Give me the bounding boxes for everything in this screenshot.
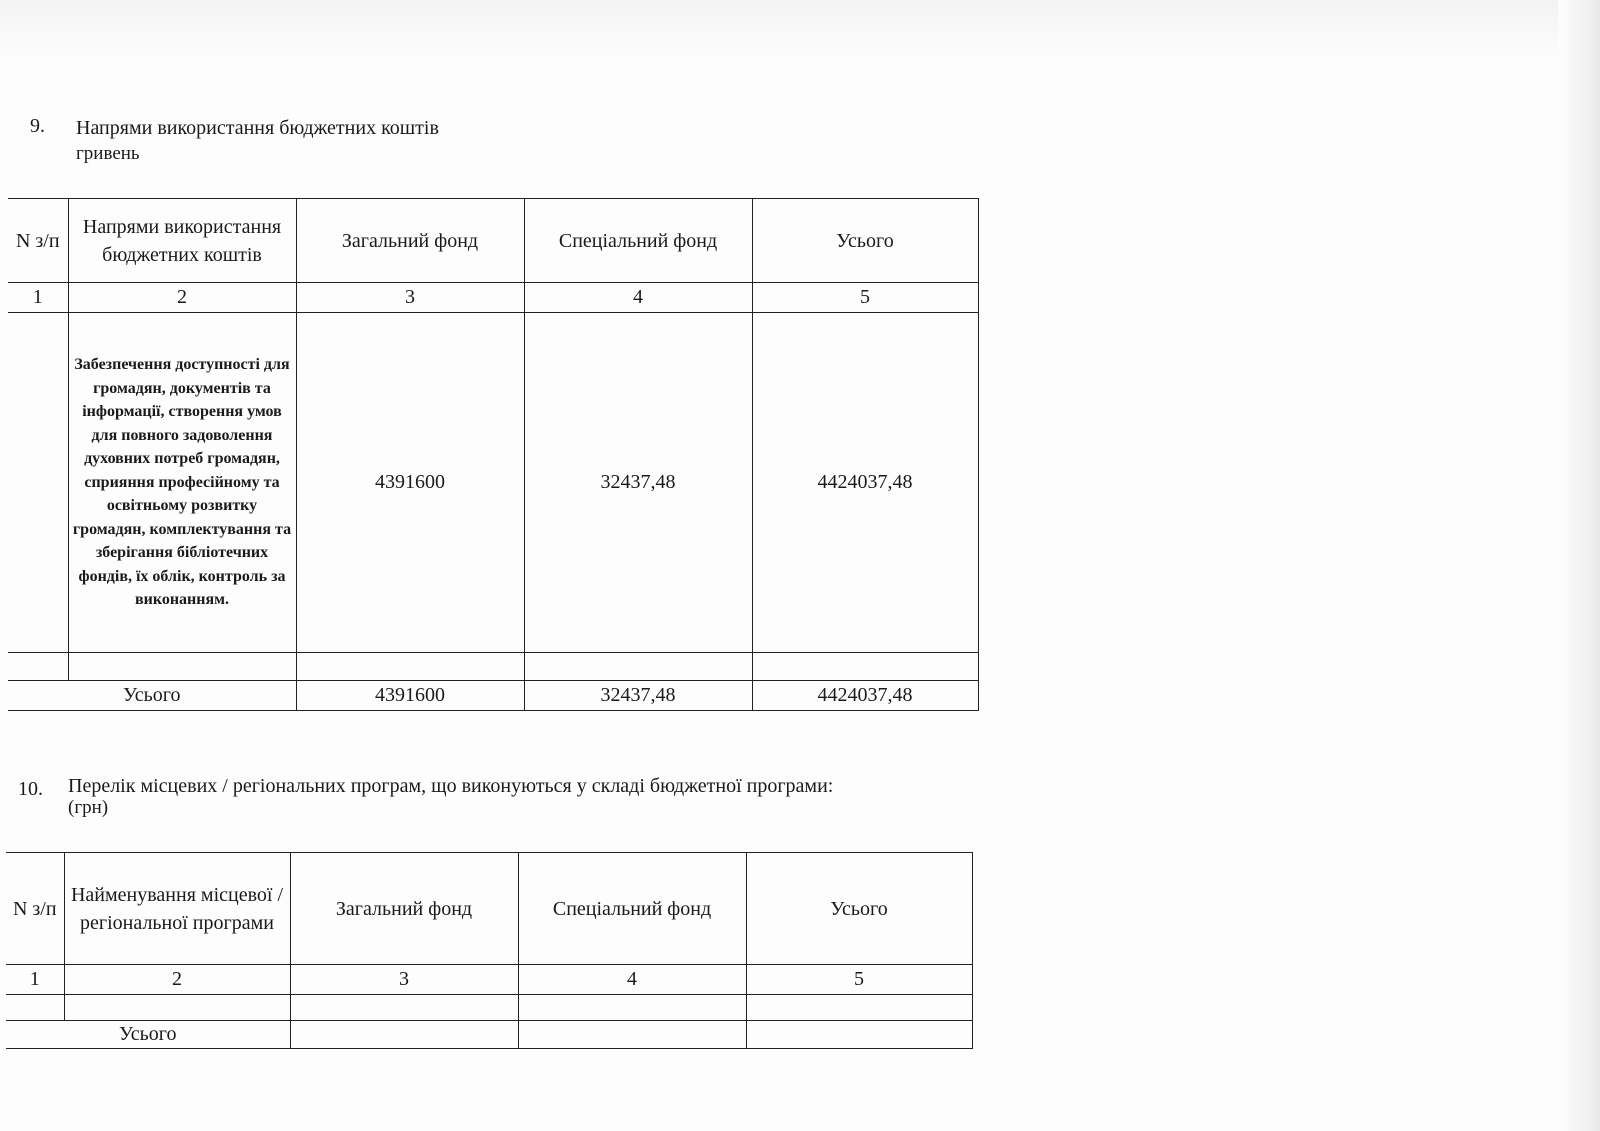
column-number-row (8, 283, 978, 313)
empty-cell (290, 995, 518, 1021)
col-header-direction: Напрями використання бюджетних коштів (68, 199, 296, 283)
col-number: 5 (746, 965, 972, 995)
empty-cell (746, 995, 972, 1021)
col-number: 1 (8, 283, 68, 313)
scan-top-shadow (0, 0, 1600, 60)
empty-cell (6, 995, 64, 1021)
col-number: 4 (518, 965, 746, 995)
direction-description-cell: Забезпечення доступності для громадян, документів та інформації, створення умов для повного задоволення духовних потреб громадян, сприяння професійному та освітньому розвитку громадян, комплектування та зберігання бібліотечних фондів, їх облік, контроль за виконанням. (68, 313, 296, 653)
empty-cell (752, 653, 978, 681)
col-header-special-fund: Спеціальний фонд (518, 853, 746, 965)
col-number: 2 (64, 965, 290, 995)
col-header-program-name: Найменування місцевої / регіональної програми (64, 853, 290, 965)
col-number: 2 (68, 283, 296, 313)
scan-edge-shadow (1558, 0, 1600, 1131)
col-number: 3 (290, 965, 518, 995)
empty-cell (524, 653, 752, 681)
section-9-unit: гривень (76, 143, 140, 164)
budget-directions-table (8, 198, 979, 711)
empty-cell (296, 653, 524, 681)
empty-cell (518, 995, 746, 1021)
table-row (8, 313, 978, 653)
total-row (6, 1021, 972, 1049)
col-header-total: Усього (752, 199, 978, 283)
col-header-general-fund: Загальний фонд (296, 199, 524, 283)
empty-cell (64, 995, 290, 1021)
col-number: 4 (524, 283, 752, 313)
column-number-row (6, 965, 972, 995)
total-special-fund: 32437,48 (524, 681, 752, 711)
section-9-number: 9. (30, 115, 45, 137)
empty-cell (746, 1021, 972, 1049)
col-header-general-fund: Загальний фонд (290, 853, 518, 965)
col-header-num: N з/п (6, 853, 64, 965)
section-10-unit: (грн) (68, 797, 109, 818)
general-fund-cell: 4391600 (296, 313, 524, 653)
total-label: Усього (6, 1021, 290, 1049)
empty-row (6, 995, 972, 1021)
table-header-row (6, 853, 972, 965)
col-header-special-fund: Спеціальний фонд (524, 199, 752, 283)
special-fund-cell: 32437,48 (524, 313, 752, 653)
col-number: 5 (752, 283, 978, 313)
empty-cell (290, 1021, 518, 1049)
total-total: 4424037,48 (752, 681, 978, 711)
section-9-title: Напрями використання бюджетних коштів (76, 117, 439, 139)
row-num-cell (8, 313, 68, 653)
regional-programs-table (6, 852, 973, 1049)
section-10-number: 10. (18, 778, 43, 800)
total-label: Усього (8, 681, 296, 711)
table-header-row (8, 199, 978, 283)
col-header-total: Усього (746, 853, 972, 965)
total-general-fund: 4391600 (296, 681, 524, 711)
total-row (8, 681, 978, 711)
empty-row (8, 653, 978, 681)
empty-cell (8, 653, 68, 681)
total-cell: 4424037,48 (752, 313, 978, 653)
empty-cell (518, 1021, 746, 1049)
col-number: 1 (6, 965, 64, 995)
empty-cell (68, 653, 296, 681)
section-10-title: Перелік місцевих / регіональних програм, що виконуються у складі бюджетної програми: (68, 775, 834, 797)
col-number: 3 (296, 283, 524, 313)
col-header-num: N з/п (8, 199, 68, 283)
